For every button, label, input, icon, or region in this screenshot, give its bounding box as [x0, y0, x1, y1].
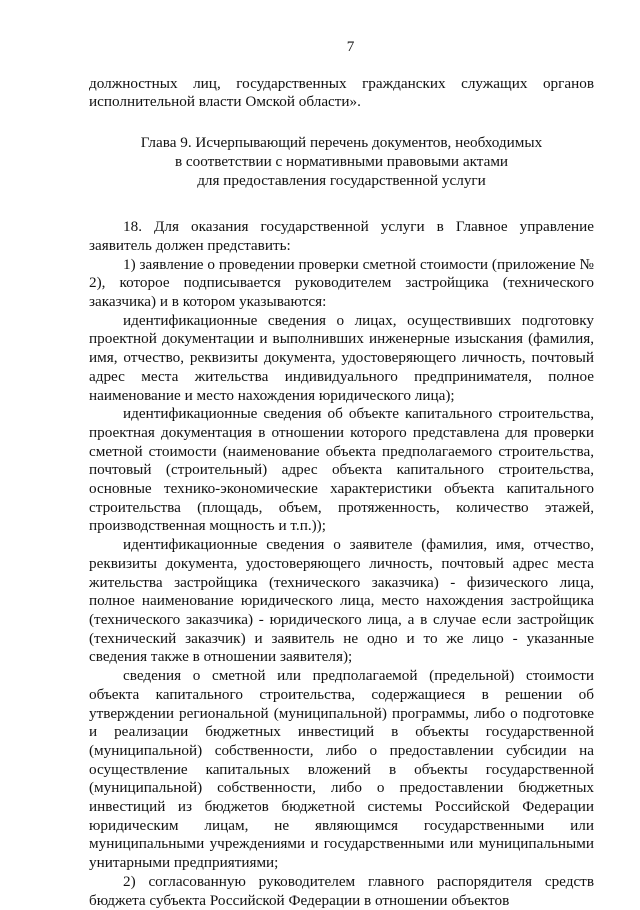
- paragraph-applicant-info: идентификационные сведения о заявителе (фамилия, имя, отчество, реквизиты документа, удостоверяющего личность, почтовый адрес места жительства застройщика (технического заказчика) - физического лица, полное наименование юридического лица, место нахождения застройщика (технического заказчика) - юридического лица, а в случае если застройщик (технический заказчик) и заявитель не одно и то же лицо - указанные сведения также в отношении заявителя);: [89, 536, 594, 666]
- paragraph-18: 18. Для оказания государственной услуги в Главное управление заявитель должен представить:: [89, 218, 594, 254]
- paragraph-item-1: 1) заявление о проведении проверки сметной стоимости (приложение № 2), которое подписывается руководителем застройщика (технического заказчика) и в котором указываются:: [89, 255, 594, 311]
- paragraph-item-2: 2) согласованную руководителем главного распорядителя средств бюджета субъекта Российской Федерации в отношении объектов: [89, 872, 594, 909]
- chapter-heading-line-2: в соответствии с нормативными правовыми актами: [174, 152, 509, 170]
- chapter-heading-line-3: для предоставления государственной услуги: [197, 171, 486, 189]
- chapter-heading-line-1: Глава 9. Исчерпывающий перечень документов, необходимых: [140, 134, 543, 152]
- continuation-paragraph: должностных лиц, государственных гражданских служащих органов исполнительной власти Омской области».: [89, 74, 594, 111]
- chapter-heading: [89, 134, 594, 190]
- paragraph-designers-info: идентификационные сведения о лицах, осуществивших подготовку проектной документации и выполнивших инженерные изыскания (фамилия, имя, отчество, реквизиты документа, удостоверяющего личность, почтовый адрес места жительства индивидуального предпринимателя, полное наименование и место нахождения юридического лица);: [89, 311, 594, 404]
- document-page: [89, 38, 594, 910]
- paragraph-cost-info: сведения о сметной или предполагаемой (предельной) стоимости объекта капитального строительства, содержащиеся в решении об утверждении региональной (муниципальной) программы, либо о подготовке и реализации бюджетных инвестиций в объекты государственной (муниципальной) собственности, либо о предоставлении субсидии на осуществление капитальных вложений в объекты государственной (муниципальной) собственности, либо о предоставлении бюджетных инвестиций из бюджетов бюджетной системы Российской Федерации юридическим лицам, не являющимся государственными или муниципальными учреждениями и государственными или муниципальными унитарными предприятиями;: [89, 667, 594, 872]
- page-number: 7: [346, 38, 355, 55]
- paragraph-object-info: идентификационные сведения об объекте капитального строительства, проектная документация в отношении которого представлена для проверки сметной стоимости (наименование объекта предполагаемого строительства, почтовый (строительный) адрес объекта капитального строительства, основные технико-экономические характеристики объекта капитального строительства (площадь, объем, протяженность, количество этажей, производственная мощность и т.п.));: [89, 405, 594, 535]
